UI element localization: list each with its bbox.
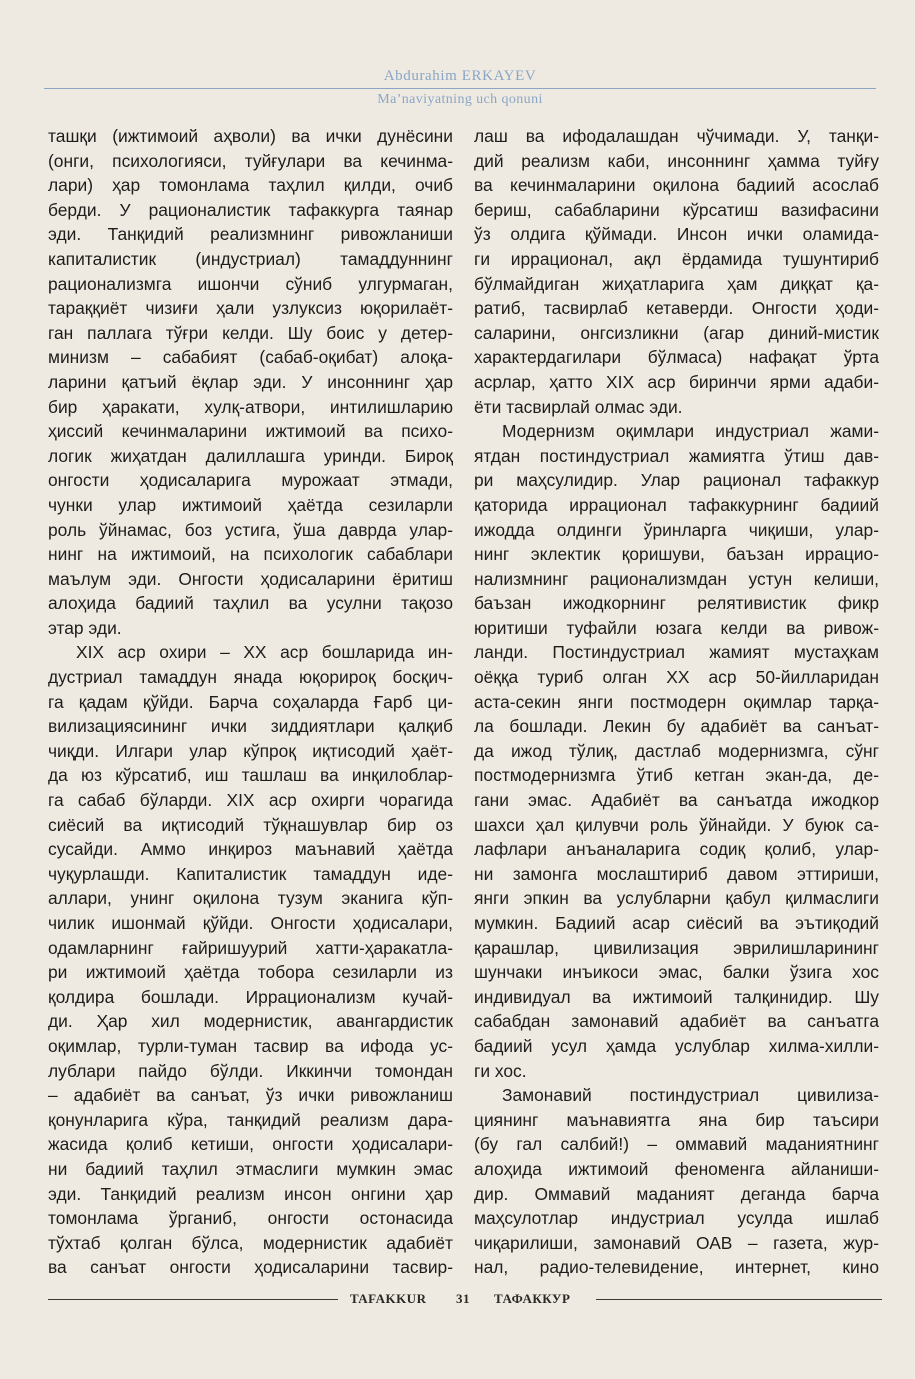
left-column (48, 124, 453, 1280)
page-footer (48, 1287, 882, 1311)
running-header (44, 66, 876, 109)
text-line: бадиий усул ҳамда услублар хилма-хилли- (474, 1035, 879, 1056)
text-line: ратиб, тасвирлаб кетаверди. Онгости ҳоди- (474, 298, 879, 319)
text-line: сиёсий ва иқтисодий тўқнашувлар бир оз (48, 814, 453, 835)
text-line: ри ижтимоий ҳаётда тобора сезиларли из (48, 962, 453, 983)
text-line: ги хос. (474, 1060, 527, 1081)
text-line: ни замонга мослаштириб давом эттириши, (474, 863, 879, 884)
text-line: ятдан постиндустриал жамиятга ўтиш дав- (474, 445, 879, 466)
text-line: циянинг маънавиятга яна бир таъсири (474, 1109, 879, 1130)
text-line: шахси ҳал қилувчи роль ўйнайди. У буюк са- (474, 814, 879, 835)
text-line: капиталистик (индустриал) тамаддуннинг (48, 248, 453, 269)
header-author: Abdurahim ERKAYEV (383, 68, 537, 84)
text-line: алоҳида ижтимоий феноменга айланиши- (474, 1158, 879, 1179)
text-line: ва санъат онгости ҳодисаларини тасвир- (48, 1257, 453, 1278)
text-line: оёққа туриб олган XX аср 50-йилларидан (474, 667, 879, 688)
text-line: алоҳида бадиий таҳлил ва усулни тақозо (48, 593, 453, 614)
text-line: дустриал тамаддун янада юқорироқ босқич- (48, 667, 453, 688)
text-line: берди. У рационалистик тафаккурга таянар (48, 199, 453, 220)
text-line: сусайди. Аммо инқироз маънавий ҳаётда (48, 839, 453, 860)
text-line: мумкин. Бадиий асар сиёсий ва эътиқодий (474, 913, 879, 933)
text-line: нализмнинг рационализмдан устун келиши, (474, 568, 879, 589)
text-line: шунчаки инъикоси эмас, балки ўзига хос (474, 962, 879, 983)
header-rule (44, 88, 876, 89)
text-line: ланди. Постиндустриал жамият мустаҳкам (474, 642, 879, 663)
text-line: рационализмга ишончи сўниб улгурмаган, (48, 273, 453, 294)
text-line: чуқурлашди. Капиталистик тамаддун иде- (48, 863, 453, 884)
footer-magazine-latin: TAFAKKUR (350, 1291, 427, 1306)
text-line: логик жиҳатдан далиллашга уринди. Бироқ (48, 445, 453, 466)
text-line: аста-секин янги постмодерн оқимлар тарқа- (474, 691, 879, 712)
text-line: ва кечинмаларини оқилона бадиий асослаб (474, 175, 879, 196)
text-line: чилик ишонмай қўйди. Онгости ҳодисалари, (48, 913, 453, 933)
text-line: қаторида иррационал тафаккурнинг бадиий (474, 494, 879, 515)
text-line: эди. Танқидий реализмнинг ривожланиши (48, 224, 453, 245)
text-line: XIX аср охири – XX аср бошларида ин- (76, 642, 453, 663)
page-number: 31 (456, 1291, 470, 1306)
text-line: лублари пайдо бўлди. Иккинчи томондан (48, 1060, 453, 1081)
text-line: (онги, психологияси, туйғулари ва кечинма- (48, 150, 453, 171)
text-line: ди. Ҳар хил модернистик, авангардистик (48, 1011, 453, 1032)
text-line: саларини, онгсизликни (агар диний-мистик (474, 322, 879, 343)
text-line: эди. Танқидий реализм инсон онгини ҳар (48, 1183, 453, 1204)
text-line: ўз олдига қўймади. Инсон ички оламида- (474, 224, 879, 245)
text-line: ган паллага тўғри келди. Шу боис у детер- (48, 322, 453, 343)
text-line: қонунларига кўра, танқидий реализм дара- (48, 1109, 453, 1130)
text-line: ёти тасвирлай олмас эди. (474, 396, 683, 417)
footer-rule-right (596, 1299, 882, 1300)
text-line: жасида қолиб кетиши, онгости ҳодисалари- (48, 1134, 453, 1155)
right-column (474, 124, 879, 1280)
text-line: янги эпкин ва услубларни қабул қилмаслиги (474, 888, 879, 909)
text-line: характердагилари бўлмаса) нафақат ўрта (474, 347, 879, 368)
text-line: маҳсулотлар индустриал усулда ишлаб (474, 1208, 879, 1229)
text-line: ни бадиий таҳлил этмаслиги мумкин эмас (48, 1158, 453, 1179)
text-line: бўлмайдиган жиҳатларига ҳам диққат қа- (474, 273, 879, 294)
text-line: индивидуал ва ижтимоий талқинидир. Шу (474, 986, 879, 1007)
text-line: нал, радио-телевидение, интернет, кино (474, 1257, 879, 1278)
text-line: гани эмас. Адабиёт ва санъатда ижодкор (474, 790, 879, 811)
text-line: томонлама ўрганиб, онгости остонасида (48, 1208, 453, 1229)
text-line: ларини қатъий ёқлар эди. У инсоннинг ҳар (48, 371, 453, 392)
text-line: нинг эклектик қоришуви, баъзан иррацио- (474, 544, 879, 565)
text-line: – адабиёт ва санъат, ўз ички ривожланиш (48, 1085, 453, 1106)
footer-magazine-cyrillic: ТАФАККУР (494, 1291, 571, 1306)
text-line: Модернизм оқимлари индустриал жами- (502, 421, 879, 442)
text-line: га қадам қўйди. Барча соҳаларда Ғарб ци- (48, 691, 453, 712)
text-line: оқимлар, турли-туман тасвир ва ифода ус- (48, 1035, 453, 1056)
text-line: постмодернизмга ўтиб кетган экан-да, де- (474, 765, 879, 786)
text-line: юритиши туфайли юзага келди ва ривож- (474, 617, 879, 638)
text-line: тўхтаб қолган бўлса, модернистик адабиёт (48, 1232, 453, 1253)
text-line: қарашлар, цивилизация эврилишларининг (474, 937, 879, 958)
text-line: лаш ва ифодалашдан чўчимади. У, танқи- (474, 126, 879, 146)
text-line: чиқарилиши, замонавий ОАВ – газета, жур- (474, 1232, 879, 1253)
text-line: ри маҳсулидир. Улар рационал тафаккур (474, 470, 879, 491)
text-line: га сабаб бўларди. XIX аср охирги чорагида (48, 790, 453, 811)
text-line: чиқди. Илгари улар кўпроқ иқтисодий ҳаёт- (48, 740, 453, 761)
header-book-title: Ma’naviyatning uch qonuni (377, 92, 543, 107)
text-line: дий реализм каби, инсоннинг ҳамма туйғу (474, 150, 879, 171)
text-line: бериш, сабабларини кўрсатиш вазифасини (474, 199, 879, 220)
text-line: бир ҳаракати, хулқ-атвори, интилишларию (48, 396, 453, 417)
text-line: нинг на ижтимоий, на психологик сабаблари (48, 544, 453, 565)
text-line: да юз кўрсатиб, иш ташлаш ва инқилоблар- (48, 765, 453, 786)
text-line: Замонавий постиндустриал цивилиза- (502, 1085, 879, 1106)
text-line: лафлари анъаналарига содиқ қолиб, улар- (474, 839, 879, 860)
text-line: тараққиёт чизиғи ҳали узлуксиз юқорилаёт- (48, 298, 453, 319)
text-line: ҳиссий кечинмаларини ижтимоий ва психо- (48, 421, 453, 442)
text-line: ижодда олдинги ўринларга чиқиши, улар- (474, 519, 879, 540)
text-line: минизм – сабабият (сабаб-оқибат) алоқа- (48, 347, 453, 368)
text-line: роль ўйнамас, боз устига, ўша даврда улар- (48, 519, 453, 540)
text-line: дир. Оммавий маданият деганда барча (474, 1183, 879, 1204)
text-line: вилизациясининг ички зиддиятлари қалқиб (48, 716, 453, 737)
text-line: да ижод тўлиқ, дастлаб модернизмга, сўнг (474, 740, 879, 761)
footer-rule-left (48, 1299, 338, 1300)
text-line: сабабдан замонавий адабиёт ва санъатга (474, 1011, 879, 1032)
text-line: одамларнинг ғайришуурий хатти-ҳаракатла- (48, 937, 453, 958)
text-line: ташқи (ижтимоий аҳволи) ва ички дунёсини (48, 126, 453, 146)
text-line: чунки улар ижтимоий ҳаётда сезиларли (48, 494, 453, 515)
text-line: маълум эди. Онгости ҳодисаларини ёритиш (48, 568, 453, 589)
text-line: ги иррационал, ақл ёрдамида тушунтириб (474, 248, 879, 269)
text-line: қолдира бошлади. Иррационализм кучай- (48, 986, 453, 1007)
text-line: аллари, унинг оқилона тузум эканига кўп- (48, 888, 453, 909)
text-line: ла бошлади. Лекин бу адабиёт ва санъат- (474, 716, 879, 737)
text-line: асрлар, ҳатто XIX аср биринчи ярми адаби- (474, 371, 879, 392)
text-line: онгости ҳодисаларига мурожаат этмади, (48, 470, 453, 491)
text-line: лари) ҳар томонлама таҳлил қилди, очиб (48, 175, 453, 196)
text-line: этар эди. (48, 617, 122, 638)
text-line: баъзан ижодкорнинг релятивистик фикр (474, 593, 879, 614)
text-line: (бу гал салбий!) – оммавий маданиятнинг (474, 1134, 879, 1155)
